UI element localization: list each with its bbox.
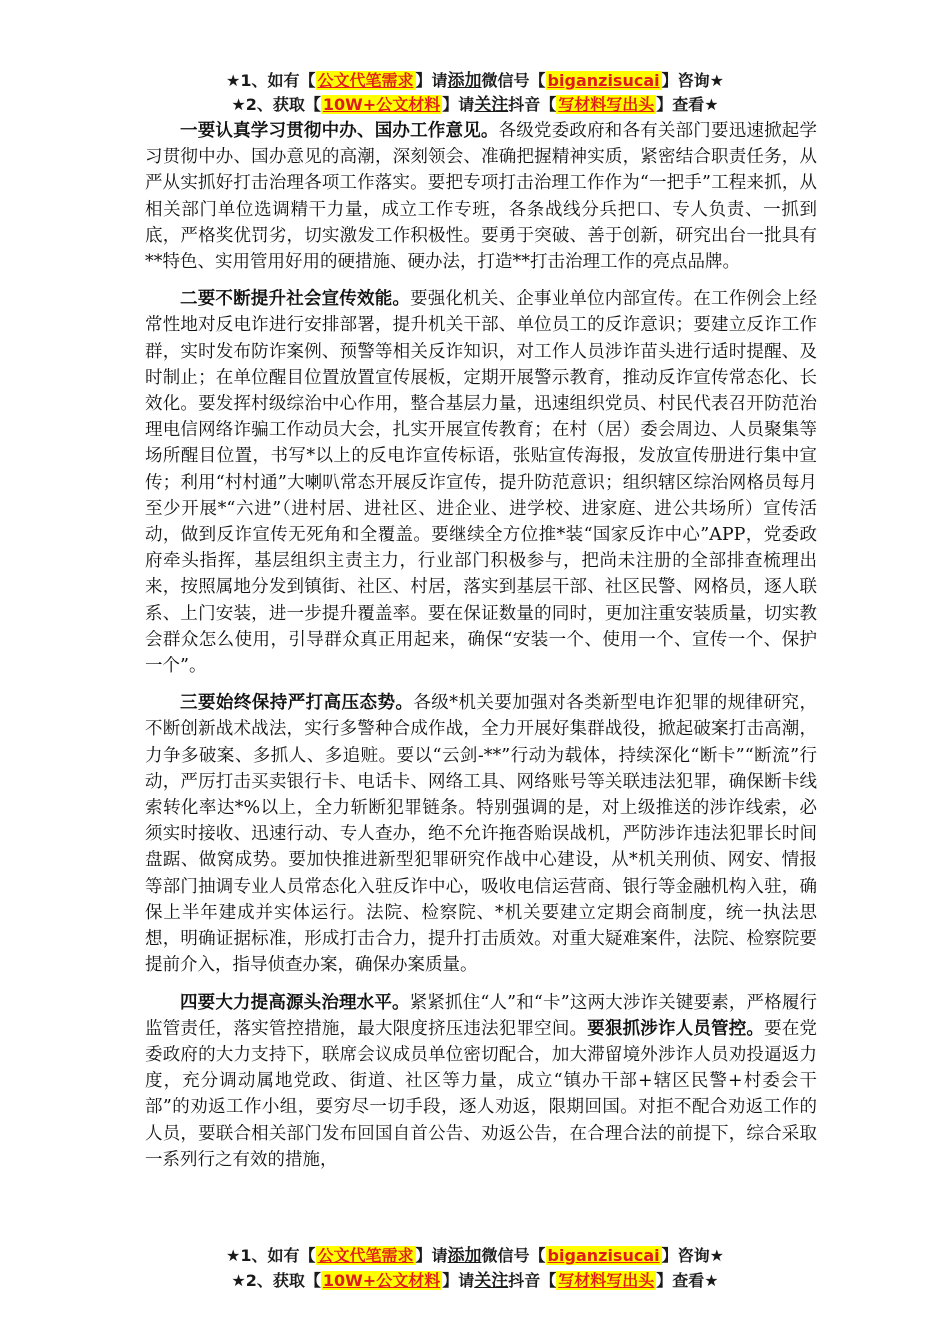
- paragraph-text: 各级党委政府和各有关部门要迅速掀起学习贯彻中办、国办意见的高潮，深刻领会、准确把握精神实质，紧密结合职责任务，从严从实抓好打击治理各项工作落实。要把专项打击治理工作作为“一把手”工程来抓，从相关部门单位选调精干力量，成立工作专班，各条战线分兵把口、专人负责、一抓到底，严格奖优罚劣，切实激发工作积极性。要勇于突破、善于创新，研究出台一批具有**特色、实用管用好用的硬措施、硬办法，打造**打击治理工作的亮点品牌。: [145, 121, 818, 273]
- banner-highlight: 写材料写出头: [558, 1271, 655, 1290]
- banner-emphasis: 关注: [474, 95, 509, 115]
- banner-highlight: 公文代笔需求: [317, 1246, 414, 1265]
- banner-text: 】请: [415, 71, 448, 90]
- banner-text: ★2、获取【: [231, 95, 321, 114]
- paragraph-3: [145, 690, 817, 978]
- promo-banner-line2-bottom: [0, 1270, 950, 1292]
- banner-text: 】查看★: [656, 95, 719, 114]
- banner-emphasis: 添加: [447, 1246, 482, 1266]
- promo-banner-line2-top: [0, 94, 950, 116]
- banner-highlight: biganzisucai: [547, 1246, 660, 1265]
- paragraph-text: 要在党委政府的大力支持下，联席会议成员单位密切配合，加大滞留境外涉诈人员劝投逼返力度，充分调动属地党政、街道、社区等力量，成立“镇办干部+辖区民警+村委会干部”的劝返工作小组，要穷尽一切手段，逐人劝返，限期回国。对拒不配合劝返工作的人员，要联合相关部门发布回国自首公告、劝返公告，在合理合法的前提下，综合采取一系列行之有效的措施，: [145, 1018, 818, 1170]
- banner-text: 】咨询★: [661, 1246, 724, 1265]
- banner-text: 抖音【: [508, 95, 557, 114]
- banner-text: 抖音【: [508, 1271, 557, 1290]
- banner-text: 】咨询★: [661, 71, 724, 90]
- banner-highlight: 写材料写出头: [558, 95, 655, 114]
- banner-text: 】请: [442, 1271, 475, 1290]
- paragraph-2: [145, 286, 817, 679]
- paragraph-lead: 二要不断提升社会宣传效能。: [180, 289, 411, 310]
- banner-text: 微信号【: [481, 71, 546, 90]
- banner-highlight: 公文代笔需求: [317, 71, 414, 90]
- paragraph-text: 紧紧抓住“人”和“卡”这两大涉诈关键要素，严格履行监管责任，落实管控措施，最大限度挤压违法犯罪空间。: [145, 992, 817, 1039]
- paragraph-sublead: 要狠抓涉诈人员管控。: [587, 1018, 765, 1039]
- banner-text: 】查看★: [656, 1271, 719, 1290]
- paragraph-4: [145, 990, 817, 1173]
- banner-text: ★1、如有【: [226, 1246, 316, 1265]
- banner-text: ★1、如有【: [226, 71, 316, 90]
- banner-text: 微信号【: [481, 1246, 546, 1265]
- banner-text: ★2、获取【: [231, 1271, 321, 1290]
- banner-highlight: biganzisucai: [547, 71, 660, 90]
- promo-banner-line1-bottom: [0, 1245, 950, 1267]
- paragraph-lead: 一要认真学习贯彻中办、国办工作意见。: [180, 121, 499, 141]
- paragraph-1: [145, 118, 817, 275]
- banner-text: 】请: [415, 1246, 448, 1265]
- paragraph-text: 各级*机关要加强对各类新型电诈犯罪的规律研究，不断创新战术战法，实行多警种合成作战，全力开展好集群战役，掀起破案打击高潮，力争多破案、多抓人、多追赃。要以“云剑-**”行动为载体，持续深化“断卡”“断流”行动，严厉打击买卖银行卡、电话卡、网络工具、网络账号等关联违法犯罪，确保断卡线索转化率达*%以上，全力斩断犯罪链条。特别强调的是，对上级推送的涉诈线索，必须实时接收、迅速行动、专人查办，绝不允许拖沓贻误战机，严防涉诈违法犯罪长时间盘踞、做窝成势。要加快推进新型犯罪研究作战中心建设，从*机关刑侦、网安、情报等部门抽调专业人员常态化入驻反诈中心，吸收电信运营商、银行等金融机构入驻，确保上半年建成并实体运行。法院、检察院、*机关要建立定期会商制度，统一执法思想，明确证据标准，形成打击合力，提升打击质效。对重大疑难案件，法院、检察院要提前介入，指导侦查办案，确保办案质量。: [145, 693, 818, 976]
- paragraph-lead: 三要始终保持严打高压态势。: [180, 693, 414, 714]
- banner-emphasis: 添加: [447, 71, 482, 91]
- document-body: [145, 118, 817, 1184]
- paragraph-lead: 四要大力提高源头治理水平。: [180, 992, 410, 1013]
- banner-highlight: 10W+公文材料: [322, 95, 441, 114]
- banner-highlight: 10W+公文材料: [322, 1271, 441, 1290]
- paragraph-text: 要强化机关、企事业单位内部宣传。在工作例会上经常性地对反电诈进行安排部署，提升机关干部、单位员工的反诈意识；要建立反诈工作群，实时发布防诈案例、预警等相关反诈知识，对工作人员涉诈苗头进行适时提醒、及时制止；在单位醒目位置放置宣传展板，定期开展警示教育，推动反诈宣传常态化、长效化。要发挥村级综治中心作用，整合基层力量，迅速组织党员、村民代表召开防范治理电信网络诈骗工作动员大会，扎实开展宣传教育；在村（居）委会周边、人员聚集等场所醒目位置，书写*以上的反电诈宣传标语，张贴宣传海报，发放宣传册进行集中宣传；利用“村村通”大喇叭常态开展反诈宣传，提升防范意识；组织辖区综治网格员每月至少开展*“六进”（进村居、进社区、进企业、进学校、进家庭、进公共场所）宣传活动，做到反诈宣传无死角和全覆盖。要继续全方位推*装“国家反诈中心”APP，党委政府牵头指挥，基层组织主责主力，行业部门积极参与，把尚未注册的全部排查梳理出来，按照属地分发到镇街、社区、村居，落实到基层干部、社区民警、网格员，逐人联系、上门安装，进一步提升覆盖率。要在保证数量的同时，更加注重安装质量，切实教会群众怎么使用，引导群众真正用起来，确保“安装一个、使用一个、宣传一个、保护一个”。: [145, 289, 818, 677]
- promo-banner-line1-top: [0, 70, 950, 92]
- banner-text: 】请: [442, 95, 475, 114]
- banner-emphasis: 关注: [474, 1271, 509, 1291]
